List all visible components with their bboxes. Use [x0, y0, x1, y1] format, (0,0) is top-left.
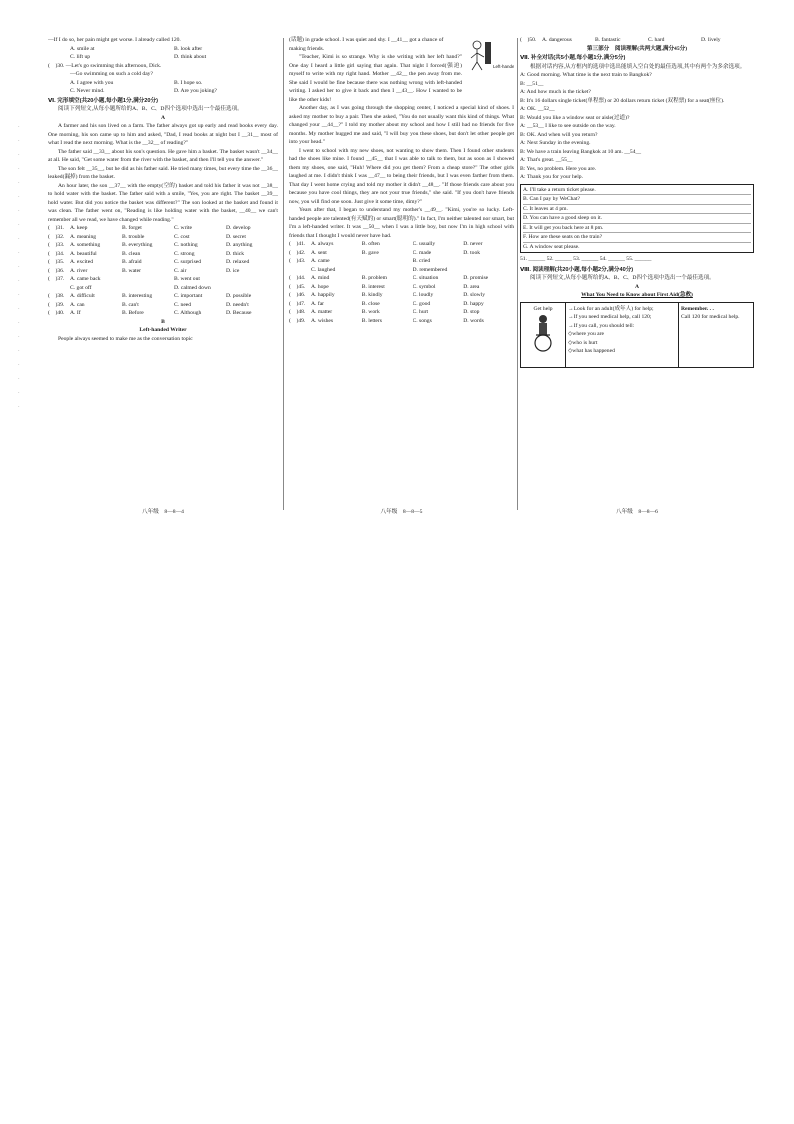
dialog-line: A: And how much is the ticket? [520, 89, 591, 95]
option: B. cried [412, 258, 431, 264]
option: A. happily [311, 292, 335, 298]
option: D. happy [463, 300, 484, 307]
question-number: ( )44. [289, 275, 306, 281]
option-row [289, 274, 514, 283]
option-row [48, 275, 278, 284]
option [362, 257, 413, 266]
option: C. important [174, 293, 203, 299]
passage-paragraph: People always seemed to make me as the conversation topic [58, 335, 193, 342]
option: C. made [412, 249, 432, 256]
question-number: ( )37. [48, 276, 65, 282]
box-option: A. I'll take a return ticket please. [523, 186, 751, 196]
question-30: ( )30. —Let's go swimming this afternoon, Dick. [48, 62, 162, 69]
passage-label-a: A [634, 283, 640, 290]
dialog-line: A: OK. __52__ [520, 106, 555, 112]
section-instructions: 阅读下列短文,从每小题所给的A、B、C、D四个选项中选出一个最佳选项。 [58, 106, 243, 112]
text-line: —Go swimming on such a cold day? [70, 71, 153, 77]
option-row [289, 291, 514, 300]
option-row [48, 284, 278, 293]
question-number: ( )41. [289, 241, 306, 247]
option: D. took [463, 249, 481, 256]
option: C. usually [412, 241, 436, 247]
option-row [48, 53, 278, 62]
option: C. got off [70, 284, 92, 291]
first-aid-table [520, 302, 754, 368]
remember-title: Remember. . . [681, 305, 714, 312]
passage-paragraph: "Teacher, Kimi is so strange. Why is she writing with her left hand?" One day I heard a little girl saying that again. That night I forced(强迫) myself to write with my right hand. Mother __42__ the pen away from me. She said I would be fine because there was nothing wrong with left-handed writing. I asked her to give it back and then I __43__. How I wanted to be like the other kids! [289, 54, 462, 103]
option: C. good [412, 300, 431, 307]
option-row [48, 292, 278, 301]
question-number: ( )31. [48, 225, 65, 231]
option: B. afraid [122, 259, 142, 265]
option: C. nothing [174, 242, 198, 248]
option: A. came [311, 258, 330, 264]
section-title-reading: Ⅷ. 阅读理解(共20小题,每小题2分,满分40分) [520, 266, 634, 273]
dialog [520, 71, 754, 182]
dialog-line: A: That's great. __55__ [520, 157, 573, 163]
option: B. often [361, 241, 380, 247]
option [122, 275, 174, 284]
option: B. close [361, 300, 380, 307]
option: B. forget [122, 225, 142, 231]
text-line: —If I do so, her pain might get worse. I already called 120. [48, 37, 181, 43]
option: C. laughed [311, 266, 336, 273]
dialog-line: B: It's 16 dollars single ticket(单程票) or 20 dollars return ticket (双程票) for a seat(座位). [520, 97, 725, 104]
option: D. secret [226, 233, 246, 240]
passage-paragraph: (话题) in grade school. I was quiet and shy. I __41__ got a chance of making friends. [289, 37, 444, 52]
option: C. strong [174, 250, 195, 257]
option: B. kindly [361, 292, 383, 298]
option: A. wishes [311, 317, 334, 324]
first-aid-step: →Look for an adult(成年人) for help; [568, 305, 654, 312]
option-row [289, 300, 514, 309]
dialog-line: A: Thank you for your help. [520, 174, 583, 180]
option [226, 275, 278, 284]
option-row [289, 249, 514, 258]
option: D. needn't [226, 301, 249, 308]
options-box [520, 184, 754, 254]
option: A. dangerous [542, 37, 572, 43]
question-number: ( )39. [48, 301, 65, 308]
option: C. air [174, 267, 187, 274]
passage-paragraph: I went to school with my new shoes, not wanting to show them. Then I found other students had the shoes like mine. I found __45__ that I was able to talk to them, but as soon as I showed them my shoes, one said, "Huh! Where did you get them? From a cheap store?" The other girls laughed at me. I didn't think I was __47__ to being their friends, but I was even farther from them. That day I went home crying and told my mother it didn't __48__. "If those friends care about you because you have cool things, they are not your true friends," she said. "If you don't have friends now, you will find one soon. Just give it some time, dimy?" [289, 147, 514, 205]
option: B. Before [122, 310, 144, 316]
option: D. never [463, 241, 483, 247]
remember-text: Call 120 for medical help. [681, 314, 740, 320]
option: A. matter [311, 309, 333, 315]
option: D. promise [463, 275, 489, 281]
dialog-line: B: OK. And when will you return? [520, 131, 598, 138]
option: D. Because [226, 310, 252, 316]
option: D. slowly [463, 292, 486, 298]
passage-paragraph: Years after that, I began to understand my mother's __49__. "Kimi, you're so lucky. Left-handed people are talented(有天赋的) or smart(聪明的)." In fact, I'm neither talented nor smart, but I'm a left-handed writer. It was __50__ when I was a little boy, but now I'm in high school with friends that I thought I would never have had. [289, 207, 514, 239]
option: D. calmed down [174, 284, 211, 291]
first-aid-step: →If you need medical help, call 120; [568, 314, 652, 320]
box-option: G. A window seat please. [523, 243, 580, 250]
section-instructions: 阅读下列短文,从每小题所给的A、B、C、D四个选项中选出一个最佳选项。 [530, 275, 715, 281]
question-number: ( )46. [289, 292, 306, 298]
question-number: ( )35. [48, 259, 65, 265]
option: D. lively [701, 37, 721, 43]
option-row [48, 267, 278, 276]
option: D. area [463, 283, 480, 290]
option: A. mind [311, 275, 330, 281]
option [362, 266, 413, 275]
section-title-dialog: Ⅶ. 补全对话(共5小题,每小题1分,满分5分) [520, 55, 626, 61]
option: B. letters [361, 317, 382, 324]
passage-label-a: A [160, 114, 166, 121]
option: B. I hope so. [174, 79, 203, 86]
option: A. came back [70, 276, 101, 282]
passage-paragraph: An hour later, the son __37__ with the empty(空的) basket and told his father it was not __38__ to hold water with the basket. The father said with a smile, "Yes, you are right. The basket __39__ hold water. But did you notice the basket was different?" The son looked at the basket and found it was clean. The father went on, "Reading is like holding water with the basket, __40__ we can't remember all we read, we have changed while reading." [48, 182, 278, 223]
option: B. interest [361, 283, 385, 290]
option: B. look after [174, 45, 203, 52]
dialog-line: B: __51__ [520, 80, 544, 87]
part-title: 第三部分 阅读理解(共两大题,满分45分) [586, 45, 688, 52]
option-row [48, 250, 278, 259]
option-row [289, 308, 514, 317]
option-row [48, 301, 278, 310]
first-aid-remember [679, 303, 753, 367]
option [463, 266, 514, 275]
box-option: C. It leaves at 4 pm. [523, 205, 751, 215]
option: C. loudly [412, 292, 434, 298]
box-option: D. You can have a good sleep on it. [523, 214, 751, 224]
box-option: B. Can I pay by WeChat? [523, 195, 751, 205]
question-number [48, 284, 70, 293]
option-row [48, 224, 278, 233]
question-number: ( )47. [289, 300, 306, 307]
option: C. Never mind. [70, 88, 105, 94]
first-aid-left-cell [521, 303, 566, 367]
exam-sheet [48, 36, 754, 516]
first-aid-step: ◇where you are [568, 331, 604, 337]
option: A. something [70, 242, 101, 248]
column-divider [283, 38, 284, 510]
box-option: E. It will get you back here at 8 pm. [523, 224, 751, 234]
dialog-line: A: Next Sunday in the evening. [520, 140, 591, 146]
option: D. words [463, 317, 484, 324]
binding-margin-marks: · · · · · · · · · · · · · · · · · · · · · [18, 124, 20, 410]
question-number: ( )50. [520, 37, 537, 43]
options-list [520, 36, 754, 45]
option: C. situation [412, 275, 439, 281]
page-footer: 八年级 8—8—4 [142, 508, 184, 515]
option: B. water [122, 267, 141, 274]
option: B. interesting [122, 293, 153, 299]
option: D. thick [226, 250, 245, 257]
option: C. symbol [412, 283, 436, 290]
option-row [289, 317, 514, 326]
options-list [289, 240, 514, 325]
option: D. Are you joking? [174, 88, 217, 94]
dialog-line: A: __53__ I like to see outside on the way. [520, 123, 616, 129]
first-aid-step: ◇what has happened [568, 348, 615, 354]
option: D. develop [226, 225, 251, 231]
option [463, 257, 514, 266]
options-list [48, 224, 278, 318]
option-row [48, 79, 278, 88]
option: A. meaning [70, 233, 97, 240]
question-number: ( )48. [289, 309, 306, 315]
column-divider [517, 38, 518, 510]
option: A. hope [311, 283, 329, 290]
question-number: ( )43. [289, 258, 306, 264]
passage-paragraph: The son felt __35__, but he did as his father said. He tried many times, but every time the __36__ leaked(漏掉) from the basket. [48, 165, 278, 180]
option-row [48, 87, 278, 96]
option-row [289, 257, 514, 266]
option: B. fantastic [595, 37, 621, 43]
option-row [289, 240, 514, 249]
passage-label-b: B [161, 318, 165, 325]
option: C. hard [648, 37, 665, 43]
option [122, 284, 174, 293]
left-handed-kid-illustration [457, 38, 517, 74]
box-option: F. How are these seats on the train? [523, 233, 751, 243]
question-number: ( )42. [289, 249, 306, 256]
section-instructions: 根据对话内容,从方框内的选项中选出能填入空白处的最佳选项,其中有两个为多余选项。 [530, 63, 746, 70]
option: A. excited [70, 259, 93, 265]
page-column-5 [289, 36, 517, 516]
option: A. smile at [70, 45, 95, 52]
option-row [289, 283, 514, 292]
first-aid-steps [566, 303, 679, 367]
question-number [289, 266, 311, 275]
illustration-caption: Left-handed [493, 64, 517, 69]
option: A. always [311, 241, 334, 247]
option: D. possible [226, 293, 252, 299]
option: A. can [70, 301, 85, 308]
question-number: ( )34. [48, 250, 65, 257]
option: A. I agree with you [70, 79, 114, 86]
page-footer: 八年级 8—8—6 [616, 508, 658, 515]
option: D. think about [174, 54, 207, 60]
option: B. clean [122, 250, 141, 257]
question-number: ( )32. [48, 233, 65, 240]
dialog-line: B: Yes, no problem. Here you are. [520, 165, 597, 172]
question-number: ( )36. [48, 267, 65, 274]
option: C. hurt [412, 309, 429, 315]
option: A. river [70, 267, 88, 274]
question-number: ( )40. [48, 310, 65, 316]
option: A. difficult [70, 293, 95, 299]
question-number: ( )33. [48, 242, 65, 248]
option: C. lift up [70, 54, 91, 60]
option-row [520, 36, 754, 45]
option: C. surprised [174, 259, 202, 265]
option: D. ice [226, 267, 240, 274]
option: D. remembered [412, 266, 448, 273]
first-aid-title: What You Need to Know about First Aid(急救) [581, 292, 693, 298]
option: B. went out [174, 276, 200, 282]
option: D. stop [463, 309, 480, 315]
option: B. everything [122, 242, 153, 248]
passage-paragraph: The father said __33__ about his son's question. He gave him a basket. The basket wasn't __34__ at all. He said, "Get some water from the river with the basket, and then I'll tell you the answer." [48, 148, 278, 163]
option: C. need [174, 301, 192, 308]
option: B. trouble [122, 233, 145, 240]
section-title-cloze: Ⅵ. 完形填空(共20小题,每小题1分,满分20分) [48, 97, 158, 104]
option-row [48, 241, 278, 250]
option: B. problem [361, 275, 387, 281]
passage-paragraph: Another day, as I was going through the shopping center, I noticed a special kind of shoes. I asked my mother to buy a pair. Then she asked, "You do not usually want this kind of things. What changed your __44__?" I told my mother about my school and how I still had no friends for five months. My mother hugged me and said, "I will buy you these shoes, but don't let other people get into your head." [289, 105, 514, 145]
option: A. If [70, 310, 81, 316]
option: A. sent [311, 249, 327, 256]
dialog-line: B: We have a train leaving Bangkok at 10 am. __54__ [520, 148, 642, 155]
option-row [48, 258, 278, 267]
question-number: ( )45. [289, 283, 306, 290]
option: C. Although [174, 310, 202, 316]
option: C. write [174, 225, 193, 231]
option [226, 284, 278, 293]
option: A. beautiful [70, 250, 97, 257]
option-row [48, 45, 278, 54]
page-column-6 [520, 36, 754, 516]
passage-title: Left-handed Writer [139, 327, 187, 333]
option: B. work [361, 309, 380, 315]
wheelchair-person-icon [528, 313, 558, 353]
first-aid-step: →If you call, you should tell: [568, 322, 635, 329]
option-row [48, 233, 278, 242]
answer-line: 51. ______ 52. ______ 53. ______ 54. ______ 55. ______ [520, 256, 652, 262]
option: B. gave [361, 249, 379, 256]
option-row [289, 266, 514, 275]
dialog-line: A: Good morning. What time is the next train to Bangkok? [520, 72, 652, 78]
option: A. keep [70, 225, 88, 231]
get-help-label: Get help [533, 305, 553, 312]
option: C. cost [174, 233, 190, 240]
option: A. far [311, 300, 325, 307]
page-footer: 八年级 8—8—5 [380, 508, 423, 515]
option: B. can't [122, 301, 139, 308]
option-row [48, 309, 278, 318]
passage-paragraph: A farmer and his son lived on a farm. The father always got up early and read books every day. One morning, his son came up to him and asked, "Dad, I read books at night but I __31__ most of what I read the next morning. What is the __32__ of reading?" [48, 123, 278, 146]
option: C. songs [412, 317, 432, 324]
first-aid-step: ◇who is hurt [568, 339, 598, 346]
question-number: ( )49. [289, 317, 306, 324]
option: D. anything [226, 242, 253, 248]
question-number: ( )38. [48, 293, 65, 299]
option: D. relaxed [226, 259, 250, 265]
dialog-line: B: Would you like a window seat or aisle(过道)? [520, 114, 630, 121]
page-column-4 [48, 36, 278, 516]
